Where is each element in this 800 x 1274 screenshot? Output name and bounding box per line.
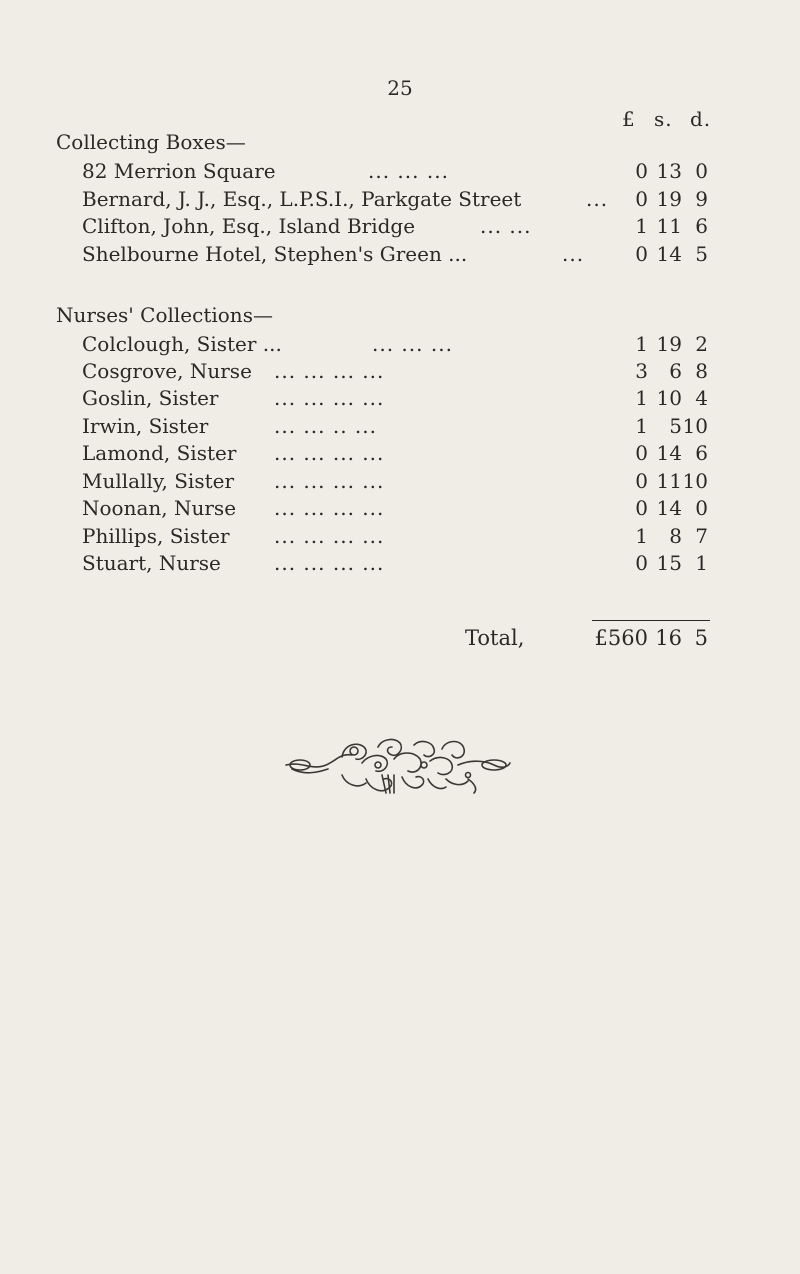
row-shillings: 13 [656, 159, 682, 183]
row-pence: 9 [695, 187, 708, 211]
row-label: Irwin, Sister [82, 414, 209, 438]
row-pence: 2 [695, 332, 708, 356]
table-row [0, 332, 800, 360]
row-label: Bernard, J. J., Esq., L.P.S.I., Parkgate Street [82, 187, 522, 211]
row-pounds: 0 [635, 469, 648, 493]
row-shillings: 11 [656, 214, 682, 238]
table-row [0, 359, 800, 387]
row-label: Stuart, Nurse [82, 551, 221, 575]
row-pounds: 1 [635, 414, 648, 438]
row-label: Colclough, Sister ... [82, 332, 282, 356]
leader-dots: ... ... ... ... [274, 469, 385, 493]
row-label: Shelbourne Hotel, Stephen's Green ... [82, 242, 468, 266]
page-number: 25 [387, 76, 413, 100]
row-shillings: 5 [669, 414, 682, 438]
row-label: 82 Merrion Square [82, 159, 276, 183]
total-row [0, 626, 800, 654]
row-label: Cosgrove, Nurse [82, 359, 252, 383]
leader-dots: ... ... [480, 214, 532, 238]
row-pounds: 0 [635, 187, 648, 211]
row-shillings: 19 [656, 332, 682, 356]
row-pence: 10 [682, 469, 708, 493]
total-shillings: 16 [655, 626, 682, 650]
table-row [0, 524, 800, 552]
row-pounds: 1 [635, 386, 648, 410]
row-shillings: 10 [656, 386, 682, 410]
table-row [0, 242, 800, 270]
leader-dots: ... ... ... [368, 159, 449, 183]
row-pence: 7 [695, 524, 708, 548]
row-label: Mullally, Sister [82, 469, 235, 493]
total-pounds: £560 [594, 626, 648, 650]
row-pounds: 0 [635, 159, 648, 183]
row-pence: 0 [695, 159, 708, 183]
leader-dots: ... [562, 242, 585, 266]
table-row [0, 469, 800, 497]
row-label: Lamond, Sister [82, 441, 237, 465]
leader-dots: ... ... ... ... [274, 386, 385, 410]
table-row [0, 386, 800, 414]
leader-dots: ... ... ... ... [274, 359, 385, 383]
row-shillings: 14 [656, 441, 682, 465]
table-row [0, 414, 800, 442]
leader-dots: ... [586, 187, 609, 211]
total-pence: 5 [694, 626, 708, 650]
section-heading-nurses-collections: Nurses' Collections— [56, 303, 273, 327]
pence-column-header: d. [690, 107, 712, 131]
table-row [0, 187, 800, 215]
leader-dots: ... ... ... ... [274, 524, 385, 548]
leader-dots: ... ... ... ... [274, 496, 385, 520]
section-heading-collecting-boxes: Collecting Boxes— [56, 130, 246, 154]
row-pence: 0 [695, 496, 708, 520]
table-row [0, 496, 800, 524]
row-pence: 6 [695, 441, 708, 465]
row-pounds: 1 [635, 214, 648, 238]
table-row [0, 214, 800, 242]
row-pence: 4 [695, 386, 708, 410]
total-label: Total, [465, 626, 525, 650]
row-label: Phillips, Sister [82, 524, 230, 548]
row-pounds: 0 [635, 551, 648, 575]
sum-rule [592, 620, 710, 621]
table-row [0, 441, 800, 469]
row-shillings: 14 [656, 496, 682, 520]
row-pence: 5 [695, 242, 708, 266]
leader-dots: ... ... .. ... [274, 414, 378, 438]
row-pence: 10 [682, 414, 708, 438]
row-label: Goslin, Sister [82, 386, 219, 410]
shillings-column-header: s. [654, 107, 673, 131]
row-pence: 8 [695, 359, 708, 383]
row-pence: 6 [695, 214, 708, 238]
leader-dots: ... ... ... ... [274, 551, 385, 575]
row-shillings: 11 [656, 469, 682, 493]
table-row [0, 551, 800, 579]
pounds-column-header: £ [622, 107, 636, 131]
row-pounds: 3 [635, 359, 648, 383]
row-pence: 1 [695, 551, 708, 575]
leader-dots: ... ... ... [372, 332, 453, 356]
row-shillings: 6 [669, 359, 682, 383]
row-pounds: 0 [635, 242, 648, 266]
leader-dots: ... ... ... ... [274, 441, 385, 465]
row-pounds: 1 [635, 332, 648, 356]
row-label: Clifton, John, Esq., Island Bridge [82, 214, 416, 238]
row-shillings: 19 [656, 187, 682, 211]
row-pounds: 1 [635, 524, 648, 548]
row-shillings: 15 [656, 551, 682, 575]
row-label: Noonan, Nurse [82, 496, 237, 520]
row-shillings: 8 [669, 524, 682, 548]
row-pounds: 0 [635, 441, 648, 465]
row-pounds: 0 [635, 496, 648, 520]
table-row [0, 159, 800, 187]
row-shillings: 14 [656, 242, 682, 266]
floral-tailpiece-icon [282, 735, 514, 799]
